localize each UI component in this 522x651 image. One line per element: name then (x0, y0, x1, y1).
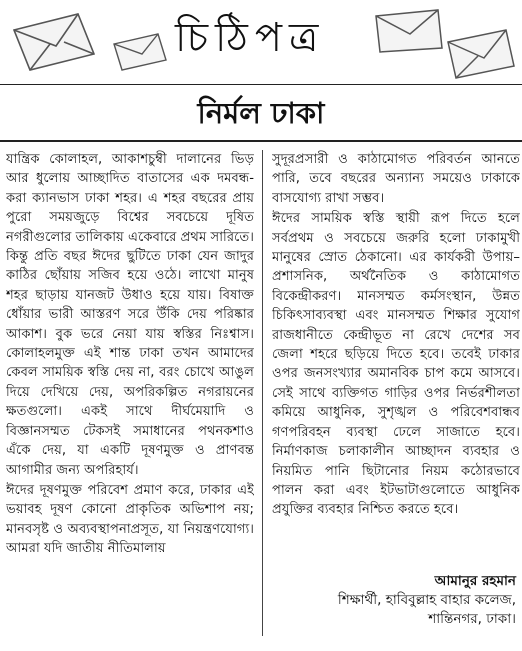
author-affiliation: শিক্ষার্থী, হাবিবুল্লাহ বাহার কলেজ, (337, 592, 516, 608)
paragraph: ঈদের সাময়িক স্বস্তি স্থায়ী রূপ দিতে হলে সর্বপ্রথম ও সবচেয়ে জরুরি হলো ঢাকামুখী মানুষের স্রোত ঠেকানো। এর কার্যকরী উপায়– প্রশাসনিক, অর্থনৈতিক ও কাঠামোগত বিকেন্দ্রীকরণ। মানসম্মত কর্মসংস্থান, উন্নত চিকিৎসাব্যবস্থা এবং মানসম্মত শিক্ষার সুযোগ রাজধানীতে কেন্দ্রীভূত না রেখে দেশের সব জেলা শহরে ছড়িয়ে দিতে হবে। তবেই ঢাকার ওপর জনসংখ্যার অমানবিক চাপ কমে আসবে। সেই সাথে ব্যক্তিগত গাড়ির ওপর নির্ভরশীলতা কমিয়ে আধুনিক, সুশৃঙ্খল ও পরিবেশবান্ধব গণপরিবহন ব্যবস্থা ঢেলে সাজাতে হবে। নির্মাণকাজ চলাকালীন আচ্ছাদন ব্যবহার ও নিয়মিত পানি ছিটানোর নিয়ম কঠোরভাবে পালন করা এবং ইটভাটাগুলোতে আধুনিক প্রযুক্তির ব্যবহার নিশ্চিত করতে হবে। (272, 211, 520, 518)
author-address: শান্তিনগর, ঢাকা। (428, 611, 516, 627)
masthead (0, 0, 522, 82)
column-divider (262, 150, 263, 636)
paragraph: ঈদের দূষণমুক্ত পরিবেশ প্রমাণ করে, ঢাকার এই ভয়াবহ দূষণ কোনো প্রাকৃতিক অভিশাপ নয়; মানবসৃষ্ট ও অব্যবস্থাপনাপ্রসূত, যা নিয়ন্ত্রণযোগ্য। আমরা যদি জাতীয় নীতিমালায় (6, 482, 254, 557)
letter-headline: নির্মল ঢাকা (197, 96, 325, 130)
body-column-left (6, 150, 254, 648)
author-signature (272, 572, 516, 629)
section-title: চিঠিপত্র (175, 15, 326, 61)
envelope-icon (8, 8, 100, 76)
headline-rule (0, 140, 522, 142)
paragraph: সুদূরপ্রসারী ও কাঠামোগত পরিবর্তন আনতে পারি, তবে বছরের অন্যান্য সময়েও ঢাকাকে বাসযোগ্য রাখা সম্ভব। (272, 152, 520, 206)
author-name: আমানুর রহমান (434, 573, 516, 589)
paragraph: যান্ত্রিক কোলাহল, আকাশচুম্বী দালানের ভিড় আর ধুলোয় আচ্ছাদিত বাতাসের এক দমবন্ধ-করা ক্যানভাস ঢাকা শহর। এ শহর বছরের প্রায় পুরো সময়জুড়ে বিশ্বের সবচেয়ে দূষিত নগরীগুলোর তালিকায় একেবারে প্রথম সারিতে। কিন্তু প্রতি বছর ঈদের ছুটিতে ঢাকা যেন জাদুর কাঠির ছোঁয়ায় সজিব হয়ে ওঠে। লাখো মানুষ শহর ছাড়ায় যানজট উধাও হয়ে যায়। বিষাক্ত ধোঁয়ার ভারী আস্তরণ সরে উঁকি দেয় পরিষ্কার আকাশ। বুক ভরে নেয়া যায় স্বস্তির নিঃশ্বাস। কোলাহলমুক্ত এই শান্ত ঢাকা তখন আমাদের কেবল সাময়িক স্বস্তি দেয় না, বরং চোখে আঙুল দিয়ে দেখিয়ে দেয়, অপরিকল্পিত নগরায়নের ক্ষতগুলো। একই সাথে দীর্ঘমেয়াদি ও বিজ্ঞানসম্মত টেকসই সমাধানের পথনকশাও এঁকে দেয়, যা একটি দূষণমুক্ত ও প্রাণবন্ত আগামীর জন্য অপরিহার্য। (6, 152, 254, 478)
envelope-icon (440, 26, 518, 82)
envelope-icon (110, 30, 170, 76)
body-column-right (272, 150, 520, 570)
top-rule (0, 84, 522, 85)
envelope-icon (372, 6, 446, 56)
